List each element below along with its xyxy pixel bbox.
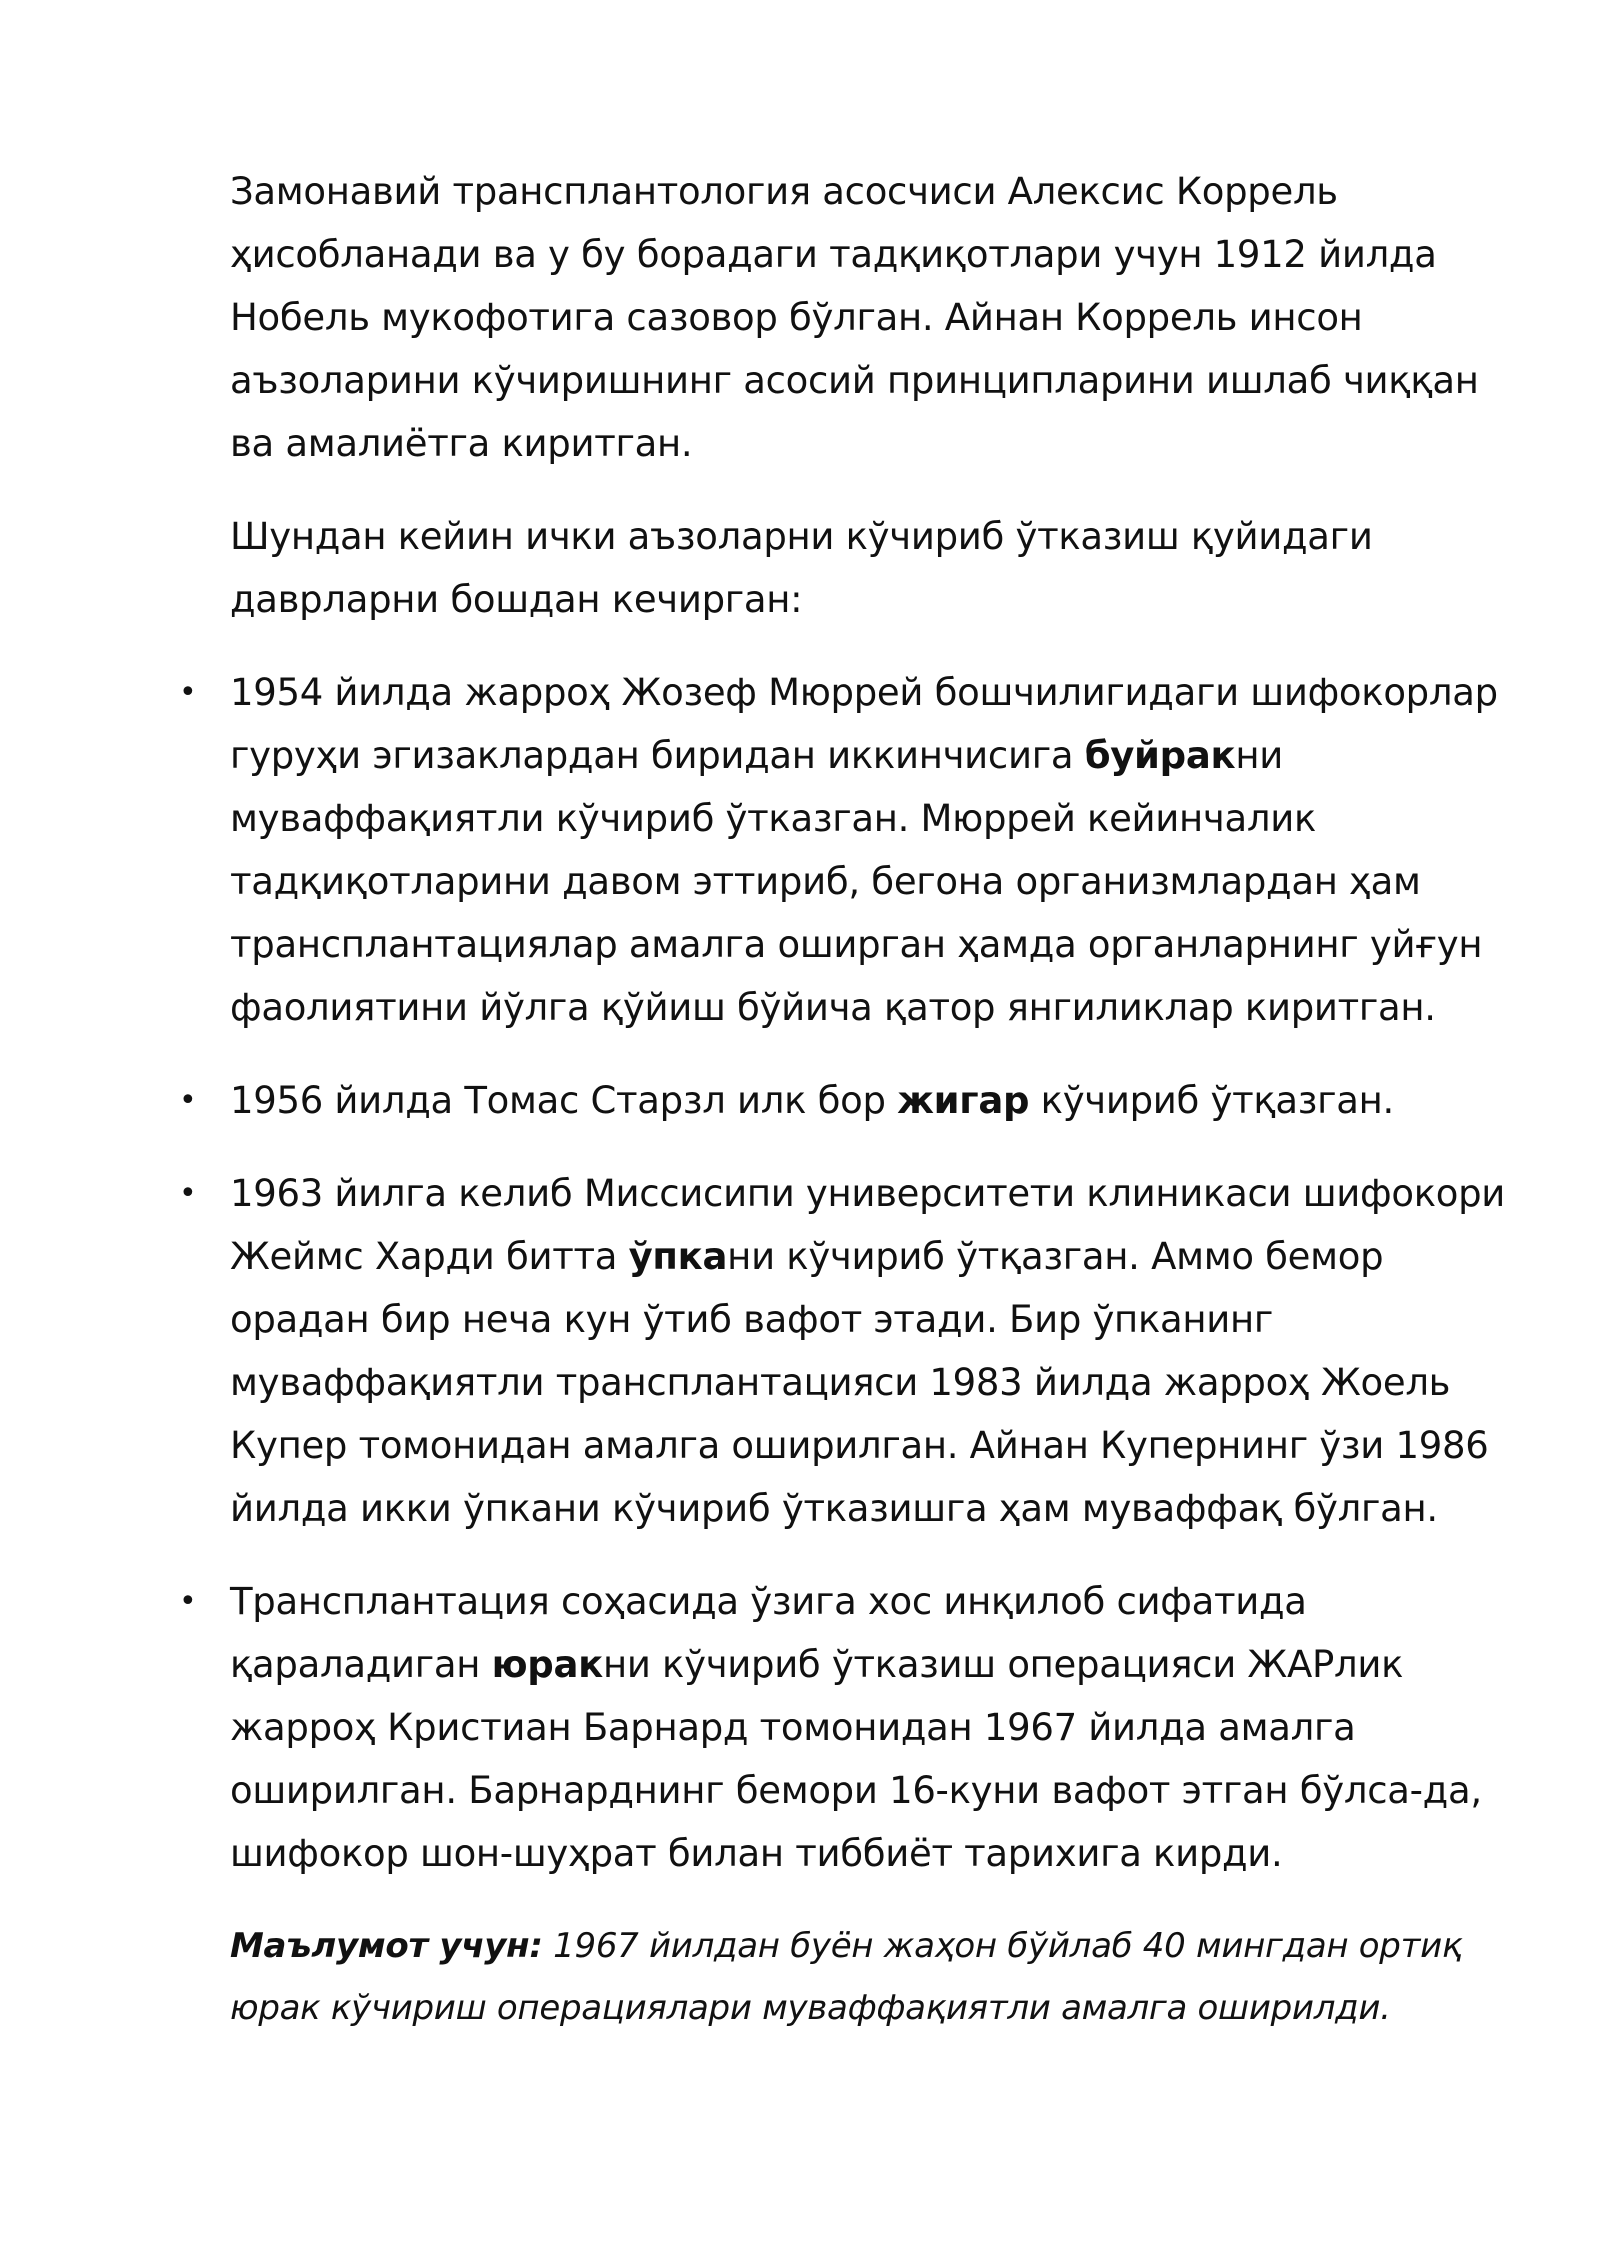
- bullet-icon: •: [179, 675, 197, 710]
- info-note-label: Маълумот учун:: [230, 1926, 543, 1966]
- list-item-text: 1963 йилга келиб Миссисипи университети клиникаси шифокори Жеймс Харди битта: [230, 1172, 1506, 1278]
- list-item: [179, 1162, 1520, 1540]
- info-note-text: 1967 йилдан буён жаҳон бўйлаб 40 мингдан ортиқ юрак кўчириш операциялари муваффақиятли амалга оширилди.: [230, 1926, 1463, 2028]
- intro-paragraph-2: Шундан кейин ички аъзоларни кўчириб ўтказиш қуйидаги даврларни бошдан кечирган:: [230, 515, 1373, 621]
- list-item-text: ни муваффақиятли кўчириб ўтказган. Мюррей кейинчалик тадқиқотларини давом эттириб, бегона организмлардан ҳам трансплантациялар амалга оширган ҳамда органларнинг уйғун фаолиятини йўлга қўйиш бўйича қатор янгиликлар киритган.: [230, 734, 1483, 1029]
- history-list: [179, 661, 1520, 1885]
- document-page: [179, 160, 1520, 2039]
- info-note: [230, 1915, 1520, 2039]
- organ-liver: жигар: [897, 1079, 1030, 1122]
- bullet-icon: •: [179, 1584, 197, 1619]
- bullet-icon: •: [179, 1176, 197, 1211]
- list-item-text: ни кўчириб ўтқазган. Аммо бемор орадан бир неча кун ўтиб вафот этади. Бир ўпканинг муваффақиятли трансплантацияси 1983 йилда жарроҳ Жоель Купер томонидан амалга оширилган. Айнан Купернинг ўзи 1986 йилда икки ўпкани кўчириб ўтказишга ҳам муваффақ бўлган.: [230, 1235, 1489, 1530]
- list-item: [179, 1570, 1520, 1885]
- list-item-text: 1956 йилда Томас Старзл илк бор: [230, 1079, 898, 1122]
- organ-heart: юрак: [491, 1643, 603, 1686]
- list-item-text: 1954 йилда жарроҳ Жозеф Мюррей бошчилигидаги шифокорлар гуруҳи эгизаклардан биридан иккинчисига: [230, 671, 1498, 777]
- organ-kidney: буйрак: [1084, 734, 1236, 777]
- organ-lung: ўпка: [628, 1235, 728, 1278]
- list-item-text: ни кўчириб ўтказиш операцияси ЖАРлик жарроҳ Кристиан Барнард томонидан 1967 йилда амалга оширилган. Барнарднинг бемори 16-куни вафот этган бўлса-да, шифокор шон-шуҳрат билан тиббиёт тарихига кирди.: [230, 1643, 1482, 1875]
- list-item: [179, 661, 1520, 1039]
- list-item-text: Трансплантация соҳасида ўзига хос инқилоб сифатида қараладиган: [230, 1580, 1307, 1686]
- list-item: [179, 1069, 1520, 1132]
- list-item-text: кўчириб ўтқазган.: [1029, 1079, 1395, 1122]
- bullet-icon: •: [179, 1083, 197, 1118]
- intro-paragraph-1: Замонавий трансплантология асосчиси Алексис Коррель ҳисобланади ва у бу борадаги тадқиқотлари учун 1912 йилда Нобель мукофотига сазовор бўлган. Айнан Коррель инсон аъзоларини кўчиришнинг асосий принципларини ишлаб чиққан ва амалиётга киритган.: [230, 170, 1479, 465]
